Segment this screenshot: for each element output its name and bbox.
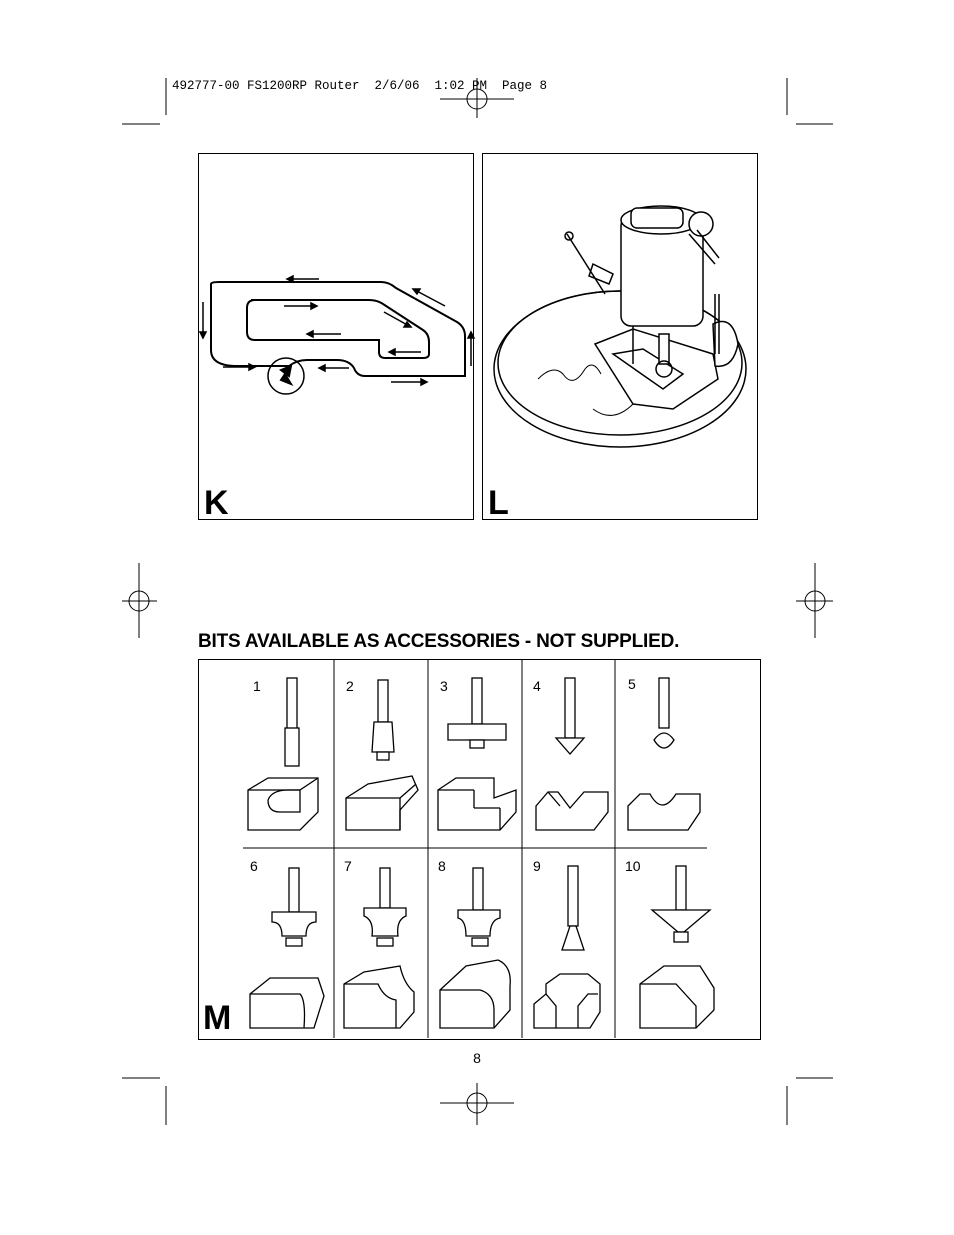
bit-number: 5 xyxy=(628,676,636,692)
bit-1-straight-illustration xyxy=(248,678,318,830)
bit-8-corner-round-illustration xyxy=(440,868,510,1028)
figure-l-label: L xyxy=(488,484,509,522)
bit-number: 8 xyxy=(438,858,446,874)
bit-number: 3 xyxy=(440,678,448,694)
bit-7-roman-ogee-illustration xyxy=(344,868,414,1028)
bit-9-dovetail-illustration xyxy=(534,866,600,1028)
bit-number: 6 xyxy=(250,858,258,874)
bit-10-chamfer-illustration xyxy=(640,866,714,1028)
print-slug: 492777-00 FS1200RP Router 2/6/06 1:02 PM Page 8 xyxy=(172,79,548,93)
bit-6-cove-illustration xyxy=(250,868,324,1028)
bit-4-v-groove-illustration xyxy=(536,678,608,830)
bit-number: 4 xyxy=(533,678,541,694)
bit-2-flush-trim-illustration xyxy=(346,680,418,830)
page-number: 8 xyxy=(473,1050,481,1066)
bit-number: 10 xyxy=(625,858,641,874)
bits-heading: BITS AVAILABLE AS ACCESSORIES - NOT SUPPLIED. xyxy=(198,631,680,652)
bit-number: 2 xyxy=(346,678,354,694)
bit-3-rabbeting-illustration xyxy=(438,678,516,830)
figure-k-label: K xyxy=(204,484,229,522)
bit-number: 1 xyxy=(253,678,261,694)
bit-number: 9 xyxy=(533,858,541,874)
bit-number: 7 xyxy=(344,858,352,874)
bit-5-core-box-illustration xyxy=(628,678,700,830)
figure-m-label: M xyxy=(203,999,232,1037)
